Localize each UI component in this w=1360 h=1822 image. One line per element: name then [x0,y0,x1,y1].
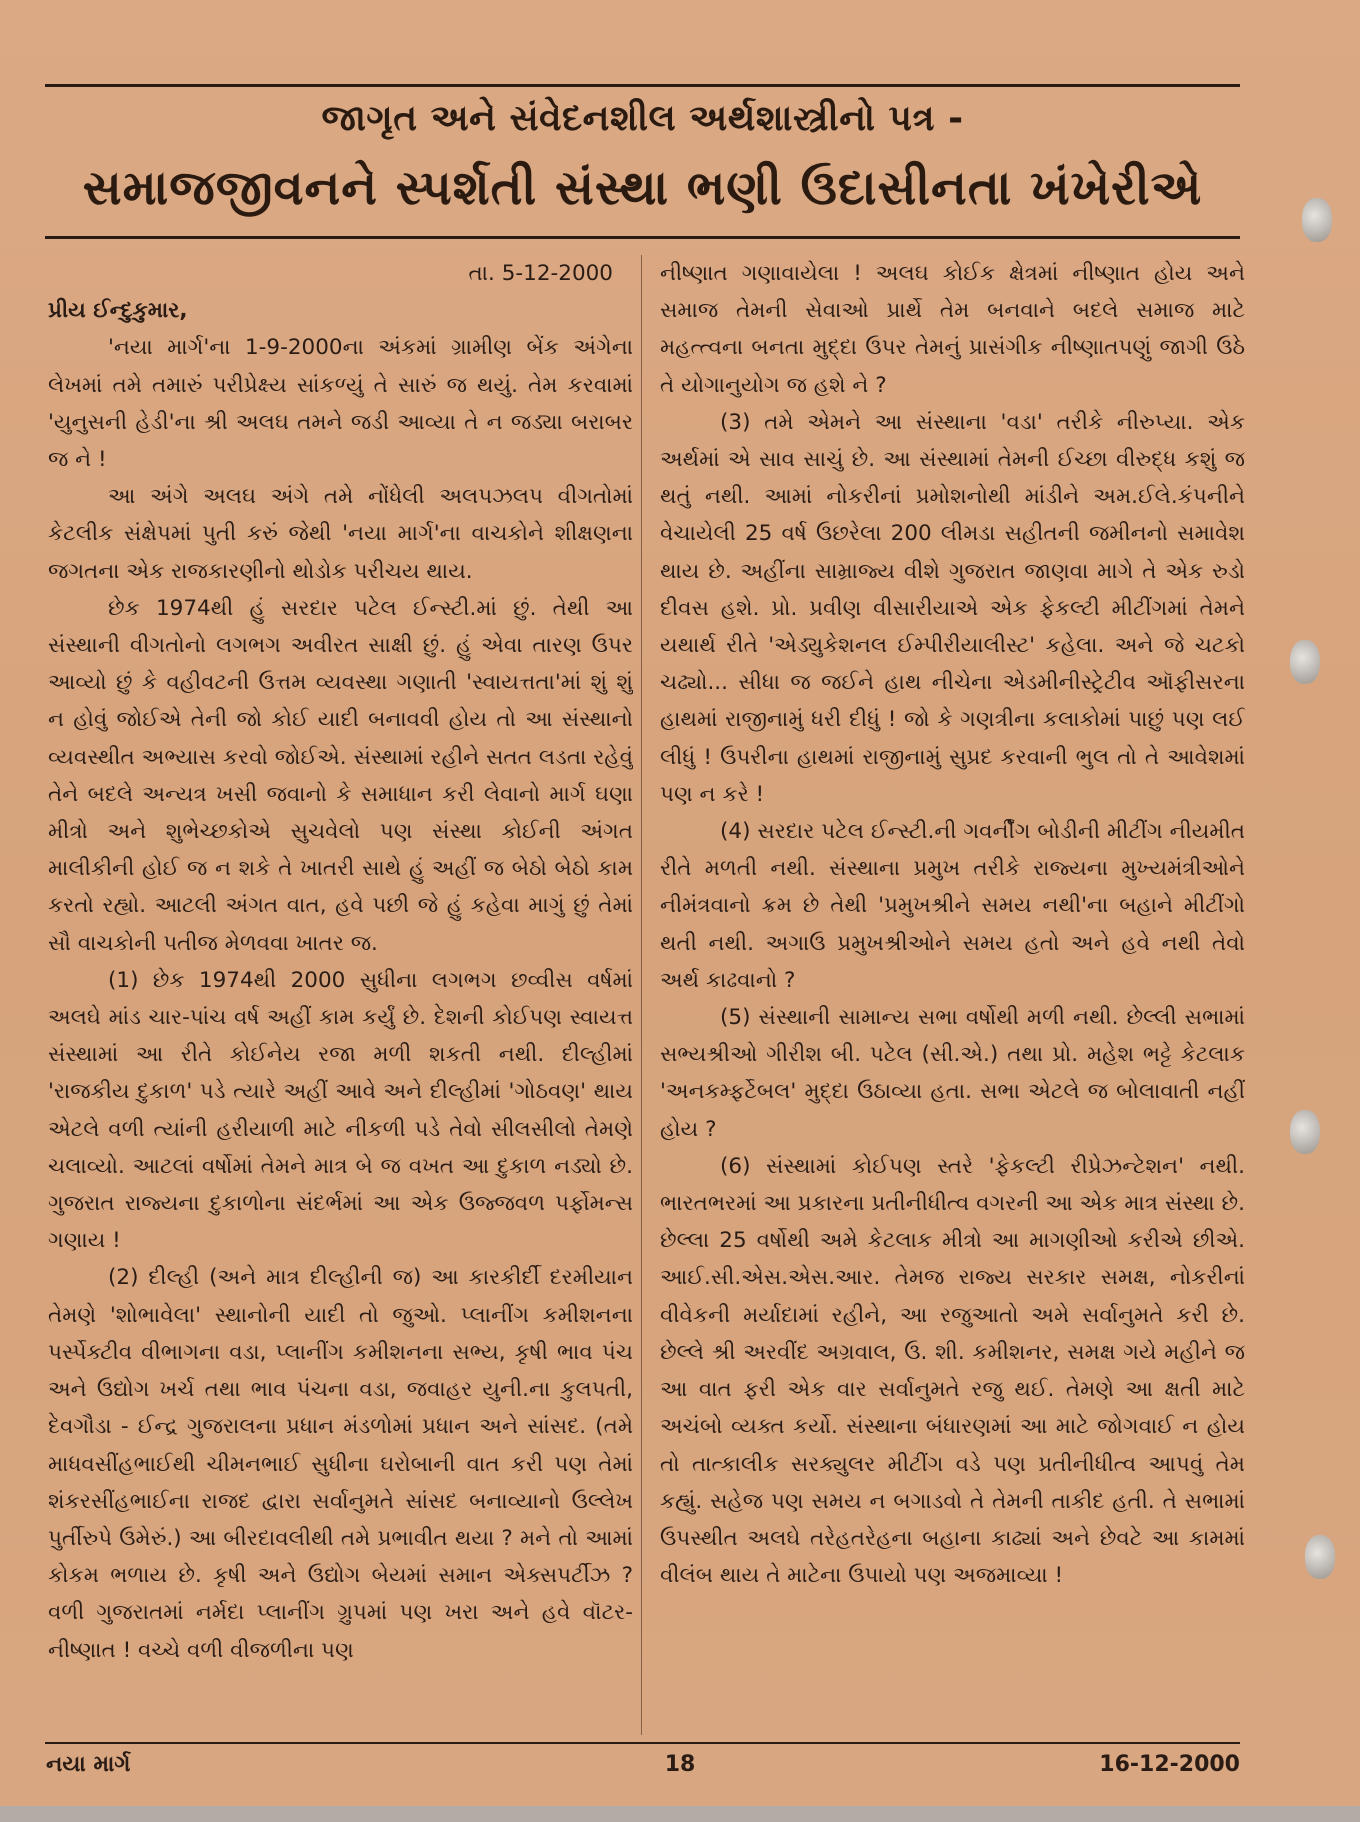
article-headline: સમાજજીવનને સ્પર્શતી સંસ્થા ભણી ઉદાસીનતા ખંખેરીએ [82,160,1203,216]
paragraph: (4) સરદાર પટેલ ઈન્સ્ટી.ની ગવર્નીંગ બોડીની મીટીંગ નીયમીત રીતે મળતી નથી. સંસ્થાના પ્રમુખ તરીકે રાજ્યના મુખ્યમંત્રીઓને નીમંત્રવાનો ક્રમ છે તેથી 'પ્રમુખશ્રીને સમય નથી'ના બહાને મીટીંગો થતી નથી. અગાઉ પ્રમુખશ્રીઓને સમય હતો અને હવે નથી તેવો અર્થ કાઢવાનો ? [660,819,1245,993]
paragraph: આ અંગે અલઘ અંગે તમે નોંધેલી અલપઝલપ વીગતોમાં કેટલીક સંક્ષેપમાં પુતી કરું જેથી 'નયા માર્ગ'ના વાચકોને શીક્ષણના જગતના એક રાજકારણીનો થોડોક પરીચય થાય. [48,484,633,584]
article-kicker: જાગૃત અને સંવેદનશીલ અર્થશાસ્ત્રીનો પત્ર - [321,98,964,139]
right-column [660,255,1245,1733]
staple-mark [1290,1110,1320,1154]
paragraph: (1) છેક 1974થી 2000 સુધીના લગભગ છવ્વીસ વર્ષમાં અલઘે માંડ ચાર-પાંચ વર્ષ અહીં કામ કર્યું છે. દેશની કોઈપણ સ્વાયત્ત સંસ્થામાં આ રીતે કોઈનેય રજા મળી શકતી નથી. દીલ્હીમાં 'રાજકીય દુકાળ' પડે ત્યારે અહીં આવે અને દીલ્હીમાં 'ગોઠવણ' થાય એટલે વળી ત્યાંની હરીયાળી માટે નીકળી પડે તેવો સીલસીલો તેમણે ચલાવ્યો. આટલાં વર્ષોમાં તેમને માત્ર બે જ વખત આ દુકાળ નડ્યો છે. ગુજરાત રાજ્યના દુકાળોના સંદર્ભમાં આ એક ઉજ્જવળ પર્ફોમન્સ ગણાય ! [48,967,633,1254]
paragraph: (2) દીલ્હી (અને માત્ર દીલ્હીની જ) આ કારકીર્દી દરમીયાન તેમણે 'શોભાવેલા' સ્થાનોની યાદી તો જુઓ. પ્લાનીંગ કમીશનના પર્સ્પેક્ટીવ વીભાગના વડા, પ્લાનીંગ કમીશનના સભ્ય, કૃષી ભાવ પંચ અને ઉદ્યોગ ખર્ચ તથા ભાવ પંચના વડા, જવાહર યુની.ના કુલપતી, દેવગૌડા - ઈન્દ્ર ગુજરાલના પ્રધાન મંડળોમાં પ્રધાન અને સાંસદ. (તમે માધવસીંહભાઈથી ચીમનભાઈ સુધીના ઘરોબાની વાત કરી પણ તેમાં શંકરસીંહભાઈના રાજદ દ્વારા સર્વાનુમતે સાંસદ બનાવ્યાનો ઉલ્લેખ પુર્તીરુપે ઉમેરું.) આ બીરદાવલીથી તમે પ્રભાવીત થયા ? મને તો આમાં કોકમ ભળાય છે. કૃષી અને ઉદ્યોગ બેયમાં સમાન એક્સપર્ટીઝ ? વળી ગુજરાતમાં નર્મદા પ્લાનીંગ ગ્રુપમાં પણ ખરા અને હવે વૉટર-નીષ્ણાત ! વચ્ચે વળી વીજળીના પણ [48,1265,633,1663]
paragraph: 'નયા માર્ગ'ના 1-9-2000ના અંકમાં ગ્રામીણ બેંક અંગેના લેખમાં તમે તમારું પરીપ્રેક્ષ્ય સાંકળ્યું તે સારું જ થયું. તેમ કરવામાં 'યુનુસની હેડી'ના શ્રી અલઘ તમને જડી આવ્યા તે ન જડ્યા બરાબર જ ને ! [48,335,633,473]
staple-mark [1305,1535,1335,1579]
staple-mark [1302,198,1332,242]
page-number: 18 [664,1752,696,1777]
paragraph: છેક 1974થી હું સરદાર પટેલ ઈન્સ્ટી.માં છું. તેથી આ સંસ્થાની વીગતોનો લગભગ અવીરત સાક્ષી છું. હું એવા તારણ ઉપર આવ્યો છું કે વહીવટની ઉત્તમ વ્યવસ્થા ગણાતી 'સ્વાયત્તતા'માં શું શું ન હોવું જોઈએ તેની જો કોઈ યાદી બનાવવી હોય તો આ સંસ્થાનો વ્યવસ્થીત અભ્યાસ કરવો જોઈએ. સંસ્થામાં રહીને સતત લડતા રહેવું તેને બદલે અન્યત્ર ખસી જવાનો કે સમાધાન કરી લેવાનો માર્ગ ઘણા મીત્રો અને શુભેચ્છકોએ સુચવેલો પણ સંસ્થા કોઈની અંગત માલીકીની હોઈ જ ન શકે તે ખાતરી સાથે હું અહીં જ બેઠો બેઠો કામ કરતો રહ્યો. આટલી અંગત વાત, હવે પછી જે હું કહેવા માગું છું તેમાં સૌ વાચકોની પતીજ મેળવવા ખાતર જ. [48,595,633,956]
paragraph: (6) સંસ્થામાં કોઈપણ સ્તરે 'ફેકલ્ટી રીપ્રેઝન્ટેશન' નથી. ભારતભરમાં આ પ્રકારના પ્રતીનીધીત્વ વગરની આ એક માત્ર સંસ્થા છે. છેલ્લા 25 વર્ષોથી અમે કેટલાક મીત્રો આ માગણીઓ કરીએ છીએ. આઈ.સી.એસ.એસ.આર. તેમજ રાજ્ય સરકાર સમક્ષ, નોકરીનાં વીવેકની મર્યાદામાં રહીને, આ રજુઆતો અમે સર્વાનુમતે કરી છે. છેલ્લે શ્રી અરવીંદ અગ્રવાલ, ઉ. શી. કમીશનર, સમક્ષ ગયે મહીને જ આ વાત ફરી એક વાર સર્વાનુમતે રજુ થઈ. તેમણે આ ક્ષતી માટે અચંબો વ્યક્ત કર્યો. સંસ્થાના બંધારણમાં આ માટે જોગવાઈ ન હોય તો તાત્કાલીક સરક્યુલર મીટીંગ વડે પણ પ્રતીનીધીત્વ આપવું તેમ કહ્યું. સહેજ પણ સમય ન બગાડવો તે તેમની તાકીદ હતી. તે સભામાં ઉપસ્થીત અલઘે તરેહતરેહના બહાના કાઢ્યાં અને છેવટે આ કામમાં વીલંબ થાય તે માટેના ઉપાયો પણ અજમાવ્યા ! [660,1153,1245,1589]
footer-rule [45,1742,1240,1744]
letter-greeting: પ્રીય ઈન્દુકુમાર, [48,298,188,324]
issue-date: 16-12-2000 [1099,1752,1240,1777]
headline-rule [45,236,1240,239]
paragraph: (5) સંસ્થાની સામાન્ય સભા વર્ષોથી મળી નથી. છેલ્લી સભામાં સભ્યશ્રીઓ ગીરીશ બી. પટેલ (સી.એ.) તથા પ્રો. મહેશ ભટ્ટે કેટલાક 'અનકમ્ફર્ટેબલ' મુદ્દા ઉઠાવ્યા હતા. સભા એટલે જ બોલાવાતી નહીં હોય ? [660,1005,1245,1142]
left-column [48,255,633,1733]
paragraph: નીષ્ણાત ગણાવાયેલા ! અલઘ કોઈક ક્ષેત્રમાં નીષ્ણાત હોય અને સમાજ તેમની સેવાઓ પ્રાર્થે તેમ બનવાને બદલે સમાજ માટે મહત્ત્વના બનતા મુદ્દા ઉપર તેમનું પ્રાસંગીક નીષ્ણાતપણું જાગી ઉઠે તે યોગાનુયોગ જ હશે ને ? [660,261,1245,398]
staple-mark [1290,640,1320,684]
column-separator [641,255,642,1735]
publication-name: નયા માર્ગ [46,1752,131,1777]
top-rule [45,84,1240,87]
letter-date: તા. 5-12-2000 [468,261,613,286]
scan-edge [0,1806,1360,1822]
paragraph: (3) તમે એમને આ સંસ્થાના 'વડા' તરીકે નીરુપ્યા. એક અર્થમાં એ સાવ સાચું છે. આ સંસ્થામાં તેમની ઈચ્છા વીરુદ્ધ કશું જ થતું નથી. આમાં નોકરીનાં પ્રમોશનોથી માંડીને અમ.ઈલે.કંપનીને વેચાયેલી 25 વર્ષ ઉછરેલા 200 લીમડા સહીતની જમીનનો સમાવેશ થાય છે. અહીંના સામ્રાજ્ય વીશે ગુજરાત જાણવા માગે તે એક રુડો દીવસ હશે. પ્રો. પ્રવીણ વીસારીયાએ એક ફેકલ્ટી મીટીંગમાં તેમને યથાર્થ રીતે 'એડ્યુકેશનલ ઈમ્પીરીયાલીસ્ટ' કહેલા. અને જે ચટકો ચઢ્યો... સીધા જ જઈને હાથ નીચેના એડમીનીસ્ટ્રેટીવ ઑફીસરના હાથમાં રાજીનામું ધરી દીધું ! જો કે ગણત્રીના કલાકોમાં પાછું પણ લઈ લીધું ! ઉપરીના હાથમાં રાજીનામું સુપ્રદ કરવાની ભુલ તો તે આવેશમાં પણ ન કરે ! [660,409,1245,807]
